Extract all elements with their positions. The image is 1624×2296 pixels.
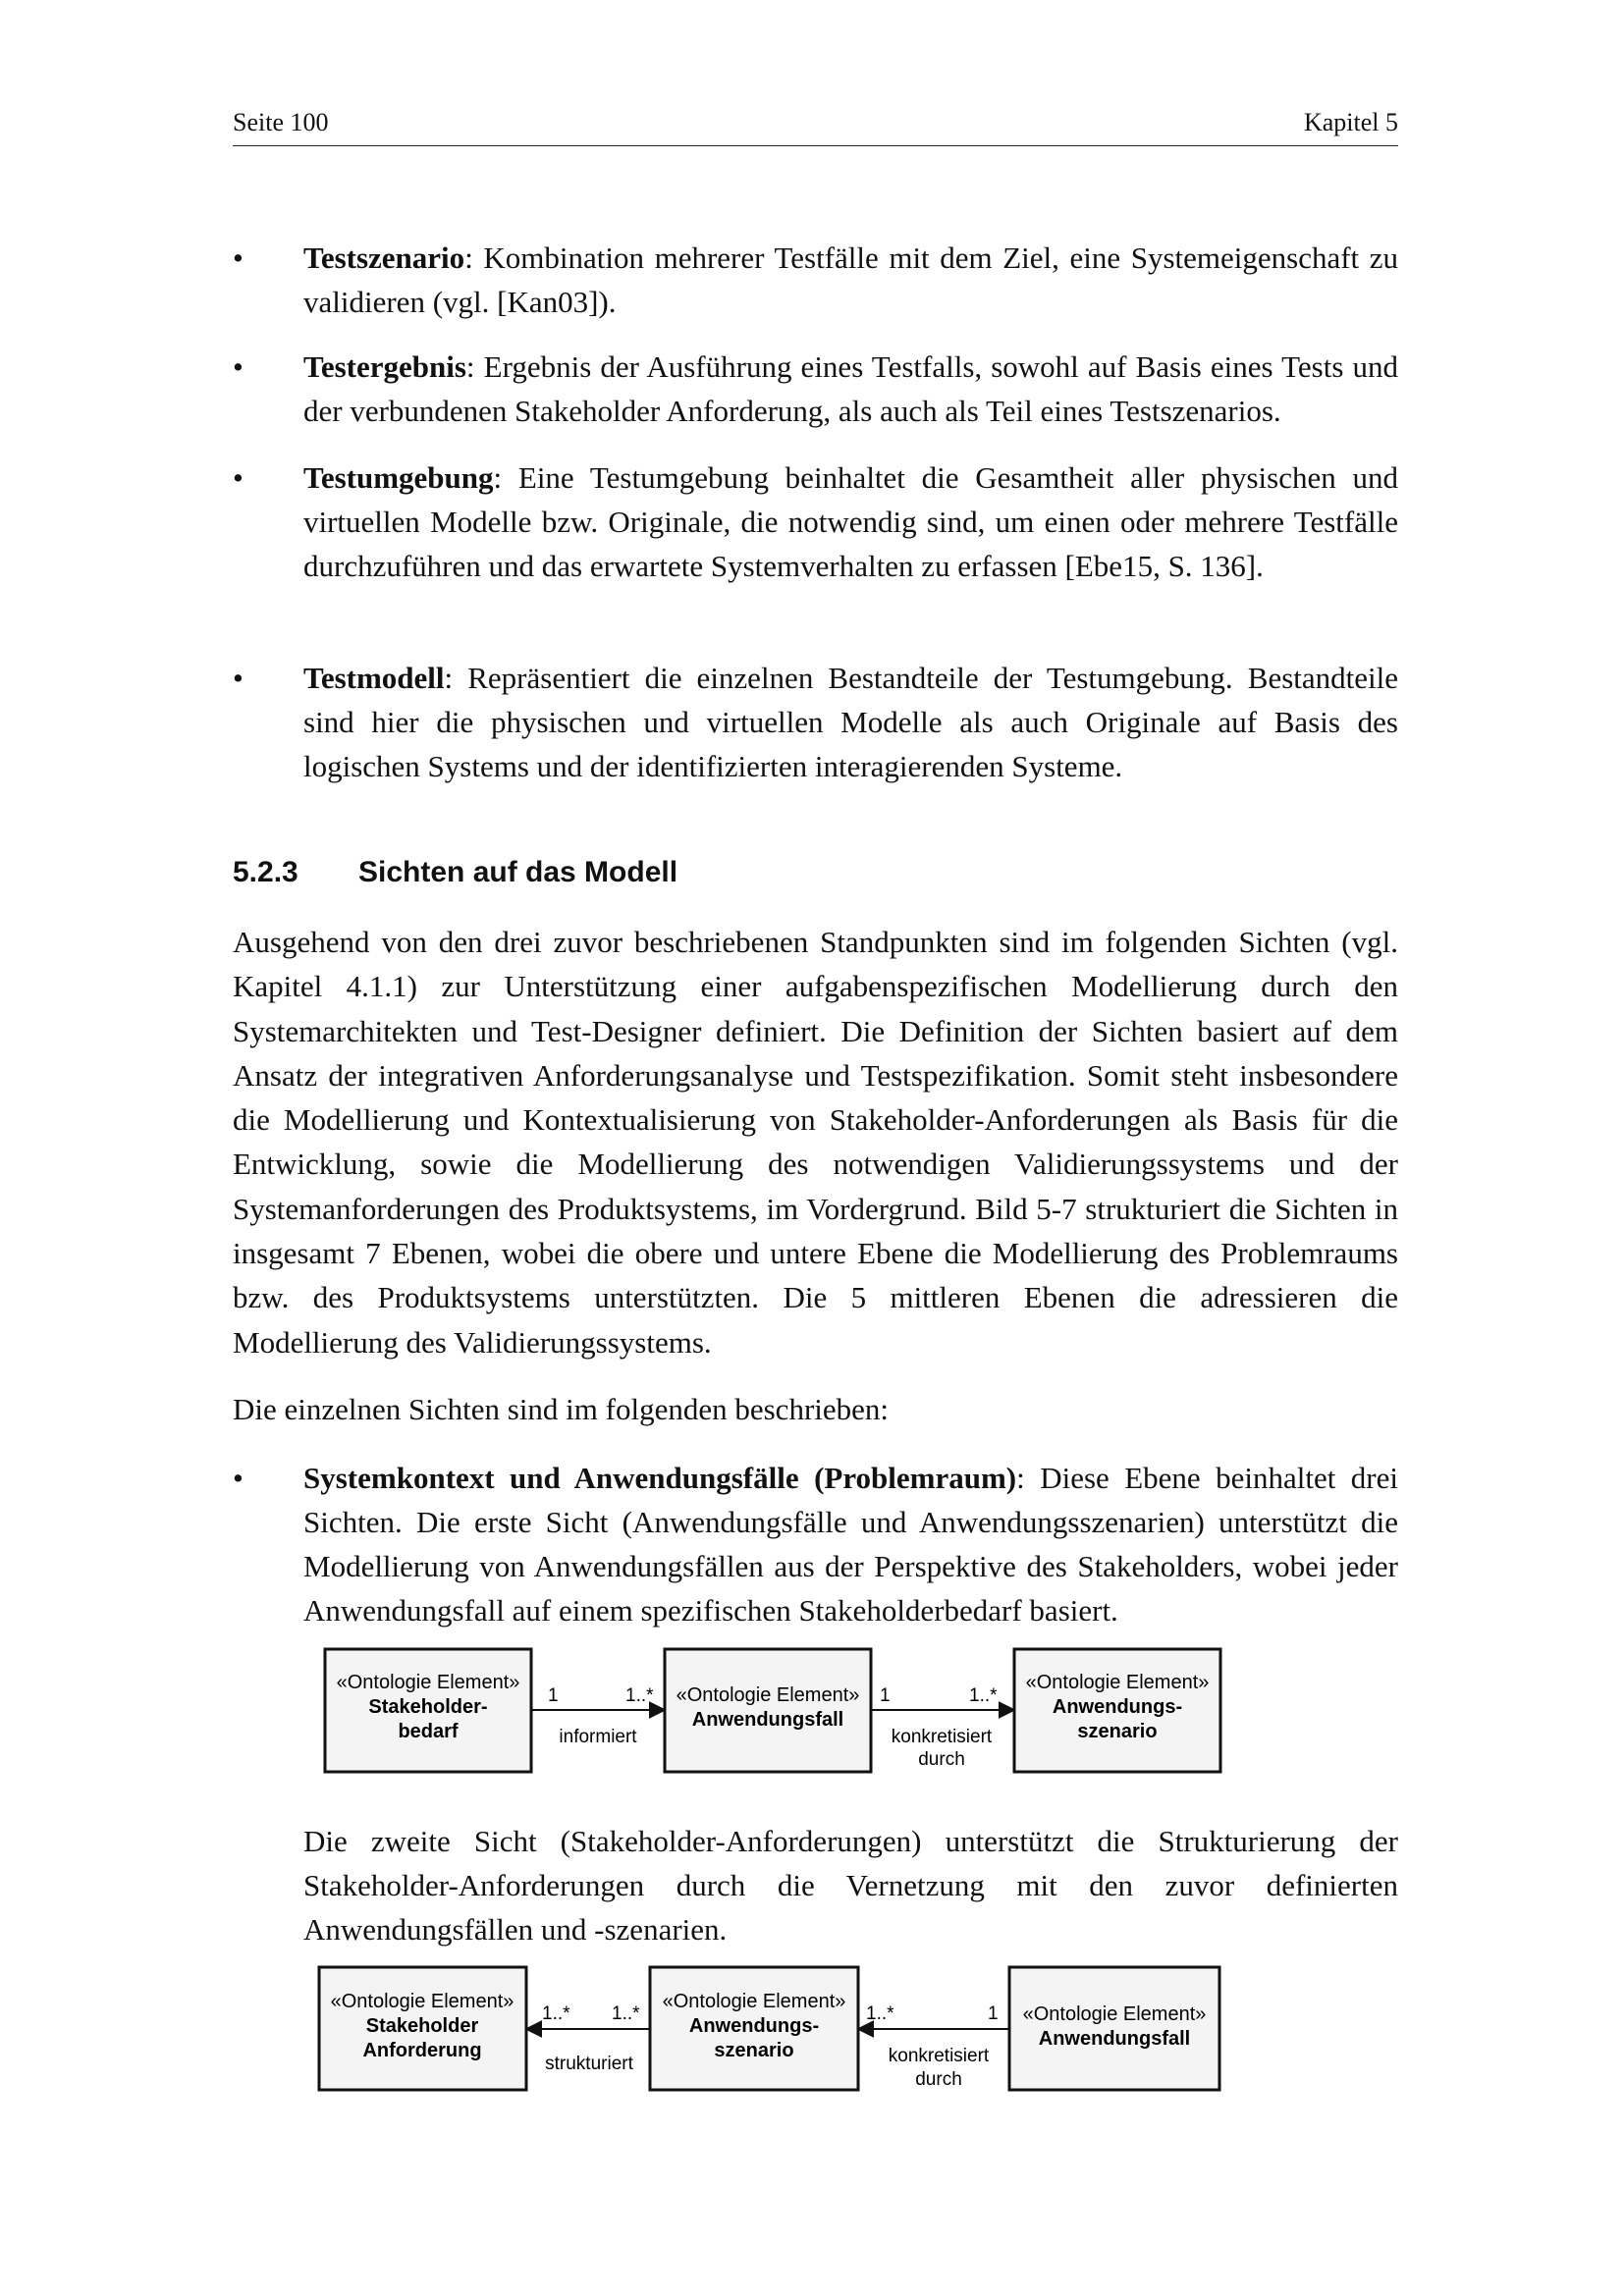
box-title-line: Anforderung [362,2040,482,2061]
section-number: 5.2.3 [233,856,298,888]
multiplicity-right: 1 [988,2003,999,2024]
section-title: Sichten auf das Modell [358,856,678,888]
diagram2-box-stakeholder-anforderung [319,1967,526,2090]
box-title-line: bedarf [398,1721,459,1742]
term: Systemkontext und Anwendungsfälle (Problemraum) [303,1461,1017,1495]
diagram1-box-anwendungsfall [665,1649,871,1772]
box-title-line: Anwendungsfall [691,1709,844,1731]
stereotype-label: «Ontologie Element» [330,1991,514,2012]
stereotype-label: «Ontologie Element» [336,1672,520,1693]
multiplicity-from: 1 [548,1685,559,1706]
paragraph-intro: Ausgehend von den drei zuvor beschriebenen Standpunkten sind im folgenden Sichten (vgl. Kapitel 4.1.1) zur Unterstützung einer aufgabenspezifischen Modellierung durch den Systemarchitekten und Test-Designer definiert. Die Definition der Sichten basiert auf dem Ansatz der integrativen Anforderungsanalyse und Testspezifikation. Somit steht insbesondere die Modellierung und Kontextualisierung von Stakeholder-Anforderungen als Basis für die Entwicklung, sowie die Modellierung des notwendigen Validierungssystems und der Systemanforderungen des Produktsystems, im Vordergrund. Bild 5-7 strukturiert die Sichten in insgesamt 7 Ebenen, wobei die obere und untere Ebene die Modellierung des Problemraums bzw. des Produktsystems unterstützten. Die 5 mittleren Ebenen die adressieren die Modellierung des Validierungssystems. [233,925,1398,1360]
box-title-line: Stakeholder- [368,1696,488,1718]
diagram2-box-anwendungsfall [1009,1967,1219,2090]
edge-label-strukturiert: strukturiert [545,2054,633,2074]
term: Testszenario [303,240,465,275]
edge-label-konkretisiert: konkretisiert [888,2046,990,2066]
multiplicity-right: 1..* [612,2003,640,2024]
paragraph-second-view: Die zweite Sicht (Stakeholder-Anforderungen) unterstützt die Strukturierung der Stakeholder-Anforderungen durch die Vernetzung mit den zuvor definierten Anwendungsfällen und -szenarien. [303,1824,1398,1947]
stereotype-label: «Ontologie Element» [662,1991,846,2012]
stereotype-label: «Ontologie Element» [1025,1672,1210,1693]
bullet-dot: • [233,349,244,384]
multiplicity-from: 1 [880,1685,891,1706]
stereotype-label: «Ontologie Element» [1022,2003,1207,2025]
edge-label-konkretisiert: konkretisiert [891,1727,993,1747]
bullet-dot: • [233,1461,244,1495]
definition: : Repräsentiert die einzelnen Bestandteile der Testumgebung. Bestandteile sind hier die physischen und virtuellen Modelle als auch Originale auf Basis des logischen Systems und der identifizierten interagierenden Systeme. [303,661,1398,783]
bullet-dot: • [233,661,244,695]
edge-label-informiert: informiert [559,1727,637,1747]
bullet-dot: • [233,240,244,275]
diagram2-box-anwendungsszenario [650,1967,858,2090]
box-title-line: szenario [714,2040,794,2061]
diagram1-box-stakeholderbedarf [325,1649,531,1772]
edge-label-durch: durch [918,1749,965,1770]
term: Testumgebung [303,460,494,495]
diagram-2 [319,1967,1219,2090]
box-title-line: Stakeholder [365,2015,479,2037]
definition: : Ergebnis der Ausführung eines Testfalls, sowohl auf Basis eines Tests und der verbundenen Stakeholder Anforderung, als auch als Teil eines Testszenarios. [303,349,1398,428]
chapter-label: Kapitel 5 [1303,108,1398,136]
multiplicity-to: 1..* [625,1685,654,1706]
definition: : Diese Ebene beinhaltet drei Sichten. Die erste Sicht (Anwendungsfälle und Anwendungsszenarien) unterstützt die Modellierung von Anwendungsfällen aus der Perspektive des Stakeholders, wobei jeder Anwendungsfall auf einem spezifischen Stakeholderbedarf basiert. [303,1461,1399,1628]
term: Testmodell [303,661,445,695]
paragraph-list-intro: Die einzelnen Sichten sind im folgenden beschrieben: [233,1392,890,1426]
diagram1-box-anwendungsszenario [1014,1649,1220,1772]
box-title-line: Anwendungsfall [1038,2028,1191,2050]
bullet-dot: • [233,460,244,495]
diagram-1 [325,1649,1220,1772]
term: Testergebnis [303,349,466,384]
definition: : Kombination mehrerer Testfälle mit dem Ziel, eine Systemeigenschaft zu validieren (vgl. [Kan03]). [303,240,1398,319]
multiplicity-left: 1..* [542,2003,570,2024]
stereotype-label: «Ontologie Element» [676,1684,860,1706]
multiplicity-to: 1..* [969,1685,998,1706]
edge-label-durch: durch [915,2069,962,2090]
definition: : Eine Testumgebung beinhaltet die Gesamtheit aller physischen und virtuellen Modelle bzw. Originale, die notwendig sind, um einen oder mehrere Testfälle durchzuführen und das erwartete Systemverhalten zu erfassen [Ebe15, S. 136]. [303,460,1398,583]
box-title-line: szenario [1077,1721,1158,1742]
box-title-line: Anwendungs- [1052,1696,1183,1718]
box-title-line: Anwendungs- [688,2015,820,2037]
multiplicity-left: 1..* [866,2003,894,2024]
page-number: Seite 100 [233,108,329,136]
